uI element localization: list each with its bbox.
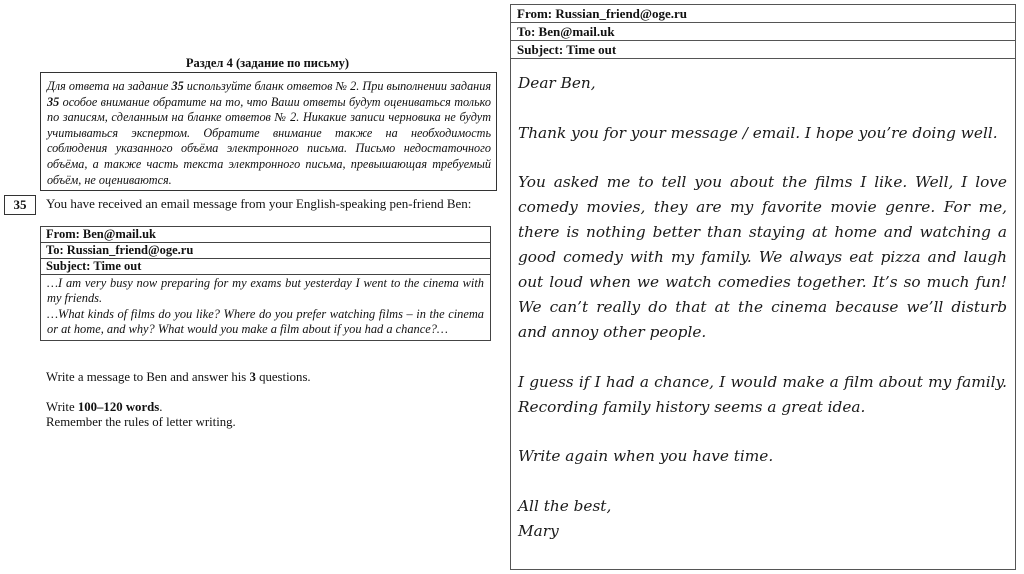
instructions-task-number-2: 35 (47, 94, 60, 109)
word-limit-suffix: . (159, 400, 163, 414)
email-subject: Subject: Time out (41, 259, 490, 275)
prompt-write-message (46, 370, 311, 385)
prompt-word-limit (46, 400, 236, 430)
reply-paragraph-1: Thank you for your message / email. I hope you’re doing well. (518, 123, 998, 142)
task-number: 35 (4, 195, 36, 215)
reply-greeting: Dear Ben, (518, 74, 596, 92)
reply-signature: Mary (518, 521, 559, 540)
section-title: Раздел 4 (задание по письму) (185, 56, 350, 70)
task-text: You have received an email message from your English-speaking pen-friend Ben: (46, 196, 472, 211)
instructions-text-2: используйте бланк ответов № 2. При выполнении задания (183, 79, 491, 93)
email-message-line-2: …What kinds of films do you like? Where do you prefer watching films – in the cinema or at home, and why? What would you make a film about if you had a chance?… (47, 306, 484, 336)
email-from: From: Ben@mail.uk (41, 227, 490, 243)
word-limit-prefix: Write (46, 400, 78, 414)
reply-from: From: Russian_friend@oge.ru (511, 5, 1015, 23)
instructions-task-number-1: 35 (171, 79, 184, 93)
reply-paragraph-3: I guess if I had a chance, I would make a film about my family. Recording family history seems a great idea. (518, 372, 1007, 416)
reply-to: To: Ben@mail.uk (511, 23, 1015, 41)
exam-page (0, 0, 500, 574)
reply-paragraph-4: Write again when you have time. (518, 447, 774, 465)
instructions-text-3: особое внимание обратите на то, что Ваши ответы будут оцениваться только по записям, сделанным на бланке ответов № 2. Никакие записи черновика не будут учитываться экспертом. Обратите внимание также на необходимость соблюдения указанного объёма электронного письма. Письмо недостаточного объёма, а также часть текста электронного письма, превышающая требуемый объём, не оцениваются. (47, 94, 491, 187)
reply-body (511, 59, 1015, 544)
reply-closing: All the best, (518, 496, 612, 515)
prompt-text: Write a message to Ben and answer his (46, 370, 250, 384)
prompt-question-count: 3 (249, 370, 256, 384)
email-to: To: Russian_friend@oge.ru (41, 243, 490, 259)
prompt-text-end: questions. (255, 370, 311, 384)
email-message-line-1: …I am very busy now preparing for my exams but yesterday I went to the cinema with my friends. (47, 276, 484, 306)
prompt-rules: Remember the rules of letter writing. (46, 415, 236, 429)
email-message (41, 275, 490, 340)
incoming-email (40, 226, 491, 341)
instructions-box (40, 72, 497, 191)
instructions-text-1: Для ответа на задание (47, 79, 172, 93)
reply-letter (510, 4, 1016, 570)
reply-subject: Subject: Time out (511, 41, 1015, 59)
word-limit-value: 100–120 words (77, 400, 160, 414)
reply-paragraph-2: You asked me to tell you about the films I like. Well, I love comedy movies, they are my favorite movie genre. For me, there is nothing better than staying at home and watching a good comedy with my family. We always eat pizza and laugh out loud when we watch comedies together. It’s so much fun! We can’t really do that at the cinema because we’ll disturb and annoy other people. (518, 173, 1007, 341)
